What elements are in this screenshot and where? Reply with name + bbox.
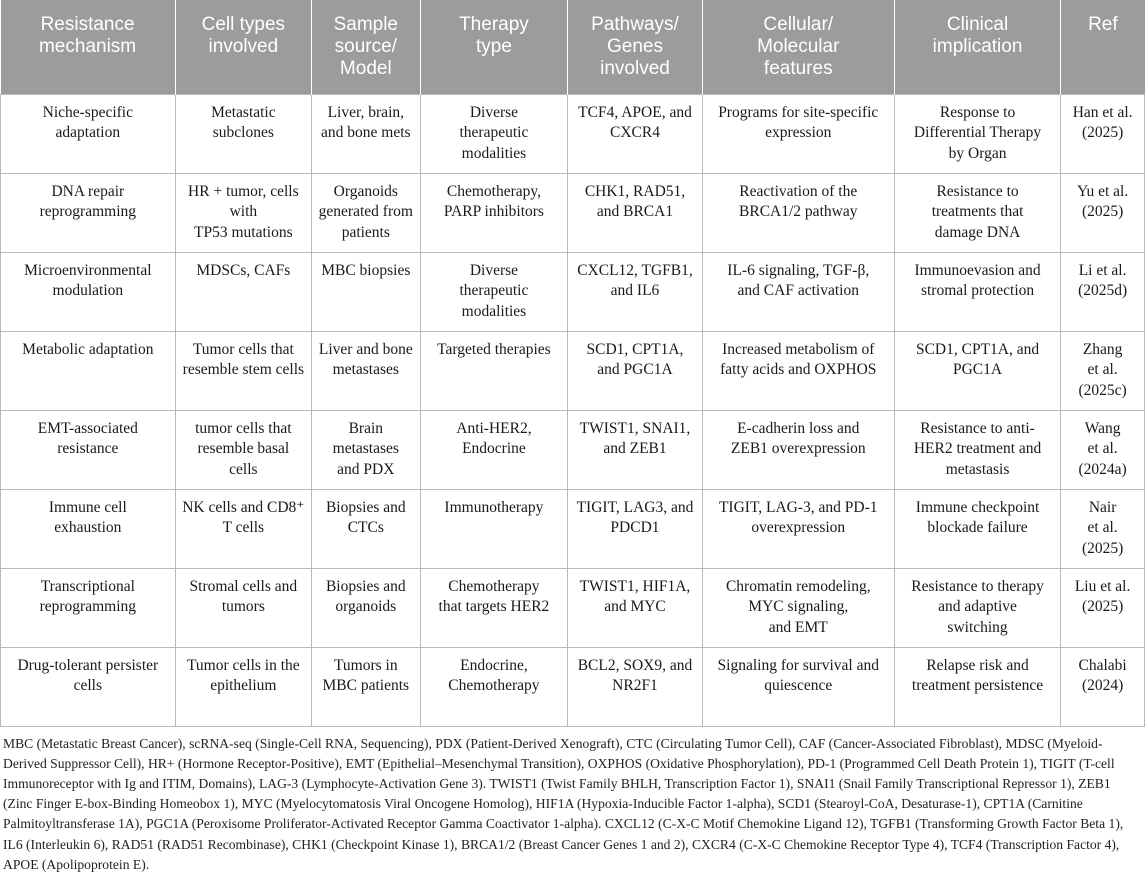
table-cell: Liver, brain, and bone mets <box>312 94 421 173</box>
table-cell: SCD1, CPT1A, and PGC1A <box>894 331 1060 410</box>
column-header: Resistance mechanism <box>1 0 176 94</box>
table-cell: Biopsies and organoids <box>312 568 421 647</box>
table-cell: Tumor cells in the epithelium <box>175 647 311 726</box>
table-cell: Biopsies and CTCs <box>312 489 421 568</box>
table-header <box>1 0 1145 94</box>
table-cell: E-cadherin loss and ZEB1 overexpression <box>702 410 894 489</box>
table-row <box>1 489 1145 568</box>
table-cell: SCD1, CPT1A, and PGC1A <box>568 331 702 410</box>
table-cell: MDSCs, CAFs <box>175 252 311 331</box>
table-cell: Endocrine, Chemotherapy <box>420 647 568 726</box>
table-cell: Tumors in MBC patients <box>312 647 421 726</box>
table-body <box>1 94 1145 726</box>
table-cell: Han et al. (2025) <box>1061 94 1145 173</box>
table-cell: Metabolic adaptation <box>1 331 176 410</box>
table-cell: Organoids generated from patients <box>312 173 421 252</box>
table-cell: Transcriptional reprogramming <box>1 568 176 647</box>
table-cell: Resistance to treatments that damage DNA <box>894 173 1060 252</box>
table-cell: Liver and bone metastases <box>312 331 421 410</box>
column-header: Sample source/ Model <box>312 0 421 94</box>
table-cell: Anti-HER2, Endocrine <box>420 410 568 489</box>
table-cell: Response to Differential Therapy by Organ <box>894 94 1060 173</box>
table-cell: TCF4, APOE, and CXCR4 <box>568 94 702 173</box>
table-cell: Signaling for survival and quiescence <box>702 647 894 726</box>
table-footnote: MBC (Metastatic Breast Cancer), scRNA-seq (Single-Cell RNA, Sequencing), PDX (Patient-Derived Xenograft), CTC (Circulating Tumor Cell), CAF (Cancer-Associated Fibroblast), MDSC (Myeloid-Derived Suppressor Cell), HR+ (Hormone Receptor-Positive), EMT (Epithelial–Mesenchymal Transition), OXPHOS (Oxidative Phosphorylation), PD-1 (Programmed Cell Death Protein 1), TIGIT (T-cell Immunoreceptor with Ig and ITIM, Domains), LAG-3 (Lymphocyte-Activation Gene 3). TWIST1 (Twist Family BHLH, Transcription Factor 1), SNAI1 (Snail Family Transcriptional Repressor 1), ZEB1 (Zinc Finger E-box-Binding Homeobox 1), MYC (Myelocytomatosis Viral Oncogene Homolog), HIF1A (Hypoxia-Inducible Factor 1-alpha), SCD1 (Stearoyl-CoA, Desaturase-1), CPT1A (Carnitine Palmitoyltransferase 1A), PGC1A (Peroxisome Proliferator-Activated Receptor Gamma Coactivator 1-alpha). CXCL12 (C-X-C Motif Chemokine Ligand 12), TGFB1 (Transforming Growth Factor Beta 1), IL6 (Interleukin 6), RAD51 (RAD51 Recombinase), CHK1 (Checkpoint Kinase 1), BRCA1/2 (Breast Cancer Genes 1 and 2), CXCR4 (C-X-C Chemokine Receptor Type 4), TCF4 (Transcription Factor 4), APOE (Apolipoprotein E). <box>3 735 1124 872</box>
table-cell: NK cells and CD8⁺ T cells <box>175 489 311 568</box>
table-cell: Microenvironmental modulation <box>1 252 176 331</box>
table-cell: Increased metabolism of fatty acids and OXPHOS <box>702 331 894 410</box>
table-cell: Resistance to anti- HER2 treatment and metastasis <box>894 410 1060 489</box>
table-cell: TIGIT, LAG-3, and PD-1 overexpression <box>702 489 894 568</box>
table-cell: Li et al. (2025d) <box>1061 252 1145 331</box>
table-cell: Chromatin remodeling, MYC signaling, and EMT <box>702 568 894 647</box>
table-cell: BCL2, SOX9, and NR2F1 <box>568 647 702 726</box>
table-cell: Resistance to therapy and adaptive switching <box>894 568 1060 647</box>
table-cell: Drug-tolerant persister cells <box>1 647 176 726</box>
table-cell: Immunotherapy <box>420 489 568 568</box>
table-cell: TWIST1, HIF1A, and MYC <box>568 568 702 647</box>
table-cell: Chemotherapy that targets HER2 <box>420 568 568 647</box>
column-header: Cell types involved <box>175 0 311 94</box>
table-cell: Tumor cells that resemble stem cells <box>175 331 311 410</box>
table-row <box>1 173 1145 252</box>
table-cell: Metastatic subclones <box>175 94 311 173</box>
table-cell: Brain metastases and PDX <box>312 410 421 489</box>
table-cell: Relapse risk and treatment persistence <box>894 647 1060 726</box>
table-cell: MBC biopsies <box>312 252 421 331</box>
header-row <box>1 0 1145 94</box>
table-cell: Programs for site-specific expression <box>702 94 894 173</box>
table-row <box>1 252 1145 331</box>
table-row <box>1 94 1145 173</box>
table-cell: Diverse therapeutic modalities <box>420 94 568 173</box>
table-cell: HR + tumor, cells with TP53 mutations <box>175 173 311 252</box>
table-cell: TWIST1, SNAI1, and ZEB1 <box>568 410 702 489</box>
table-cell: Liu et al. (2025) <box>1061 568 1145 647</box>
table-cell: Yu et al. (2025) <box>1061 173 1145 252</box>
column-header: Ref <box>1061 0 1145 94</box>
table-cell: CHK1, RAD51, and BRCA1 <box>568 173 702 252</box>
table-cell: tumor cells that resemble basal cells <box>175 410 311 489</box>
table-cell: Immune checkpoint blockade failure <box>894 489 1060 568</box>
table-row <box>1 331 1145 410</box>
table-cell: Chalabi (2024) <box>1061 647 1145 726</box>
table-cell: TIGIT, LAG3, and PDCD1 <box>568 489 702 568</box>
table-cell: Wang et al. (2024a) <box>1061 410 1145 489</box>
table-cell: CXCL12, TGFB1, and IL6 <box>568 252 702 331</box>
table-cell: Immune cell exhaustion <box>1 489 176 568</box>
column-header: Therapy type <box>420 0 568 94</box>
table-row <box>1 647 1145 726</box>
table-cell: Targeted therapies <box>420 331 568 410</box>
table-cell: Chemotherapy, PARP inhibitors <box>420 173 568 252</box>
column-header: Clinical implication <box>894 0 1060 94</box>
column-header: Cellular/ Molecular features <box>702 0 894 94</box>
column-header: Pathways/ Genes involved <box>568 0 702 94</box>
table-row <box>1 410 1145 489</box>
table-cell: Zhang et al. (2025c) <box>1061 331 1145 410</box>
table-cell: EMT-associated resistance <box>1 410 176 489</box>
table-cell: Nair et al. (2025) <box>1061 489 1145 568</box>
table-cell: DNA repair reprogramming <box>1 173 176 252</box>
table-row <box>1 568 1145 647</box>
table-cell: Diverse therapeutic modalities <box>420 252 568 331</box>
table-cell: Reactivation of the BRCA1/2 pathway <box>702 173 894 252</box>
table-cell: Immunoevasion and stromal protection <box>894 252 1060 331</box>
table-cell: IL-6 signaling, TGF-β, and CAF activation <box>702 252 894 331</box>
table-cell: Niche-specific adaptation <box>1 94 176 173</box>
table-cell: Stromal cells and tumors <box>175 568 311 647</box>
